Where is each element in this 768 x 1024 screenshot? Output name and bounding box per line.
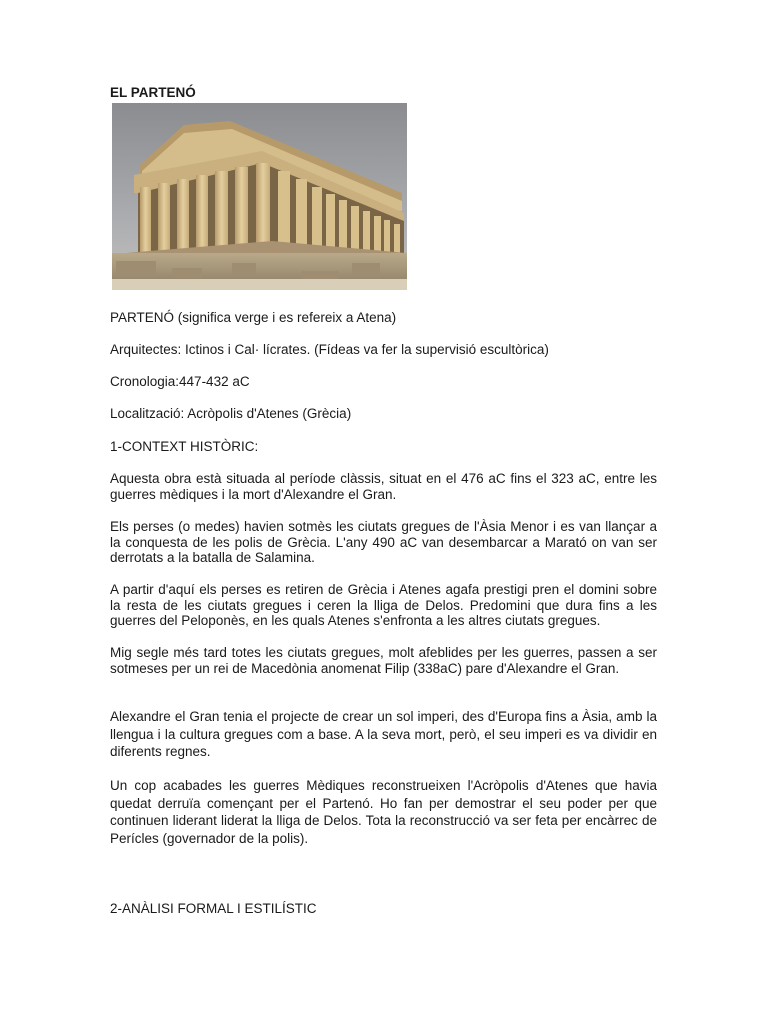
- paragraph: Els perses (o medes) havien sotmès les ciutats gregues de l'Àsia Menor i es van llançar a la conquesta de les polis de Grècia. L'any 490 aC van desembarcar a Marató on van ser derrotats a la batalla de Salamina.: [110, 519, 657, 566]
- meta-name: PARTENÓ (significa verge i es refereix a Atena): [110, 310, 397, 325]
- section-heading-context: 1-CONTEXT HISTÒRIC:: [110, 439, 259, 454]
- document-title: EL PARTENÓ: [110, 85, 196, 100]
- paragraph: Mig segle més tard totes les ciutats gregues, molt afeblides per les guerres, passen a ser sotmeses per un rei de Macedònia anomenat Filip (338aC) pare d'Alexandre el Gran.: [110, 645, 657, 676]
- paragraph: Un cop acabades les guerres Mèdiques reconstrueixen l'Acròpolis d'Atenes que havia quedat derruïa començant per el Partenó. Ho fan per demostrar el seu poder per que continuen liderant liderat la lliga de Delos. Tota la reconstrucció va ser feta per encàrrec de Perícles (governador de la polis).: [110, 778, 657, 846]
- paragraph: A partir d'aquí els perses es retiren de Grècia i Atenes agafa prestigi pren el domini sobre la resta de les ciutats gregues i ceren la lliga de Delos. Predomini que dura fins a les guerres del Peloponès, en les quals Atenes s'enfronta a les altres ciutats gregues.: [110, 582, 657, 629]
- section-heading-formal: 2-ANÀLISI FORMAL I ESTILÍSTIC: [110, 901, 317, 916]
- meta-architects: Arquitectes: Ictinos i Cal· lícrates. (Fídeas va fer la supervisió escultòrica): [110, 342, 549, 357]
- parthenon-image: [112, 103, 407, 290]
- paragraph: Aquesta obra està situada al període clàssis, situat en el 476 aC fins el 323 aC, entre les guerres mèdiques i la mort d'Alexandre el Gran.: [110, 471, 657, 502]
- meta-chronology: Cronologia:447-432 aC: [110, 374, 250, 389]
- parthenon-photo: [112, 103, 407, 290]
- meta-location: Localització: Acròpolis d'Atenes (Grècia): [110, 406, 352, 421]
- paragraph: Alexandre el Gran tenia el projecte de crear un sol imperi, des d'Europa fins a Àsia, amb la llengua i la cultura gregues com a base. A la seva mort, però, el seu imperi es va dividir en diferents regnes.: [110, 709, 657, 759]
